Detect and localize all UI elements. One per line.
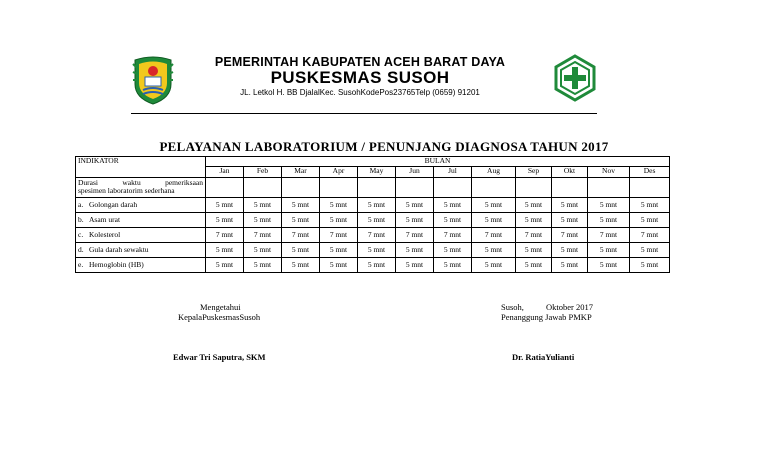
intro-line-2: spesimen laboratorim sederhana bbox=[78, 185, 175, 195]
duration-cell: 7 mnt bbox=[358, 228, 396, 243]
duration-cell: 7 mnt bbox=[552, 228, 588, 243]
duration-cell: 5 mnt bbox=[244, 243, 282, 258]
duration-cell: 5 mnt bbox=[434, 198, 472, 213]
duration-cell: 5 mnt bbox=[434, 243, 472, 258]
duration-cell: 5 mnt bbox=[206, 213, 244, 228]
duration-cell: 5 mnt bbox=[588, 258, 630, 273]
duration-cell: 5 mnt bbox=[358, 243, 396, 258]
intro-line-1: Durasi waktu pemeriksaan bbox=[78, 178, 203, 187]
puskesmas-logo-icon bbox=[552, 54, 598, 102]
month-header: Des bbox=[630, 167, 670, 178]
indicator-cell bbox=[76, 243, 206, 258]
letterhead-divider bbox=[131, 113, 597, 114]
duration-cell: 5 mnt bbox=[472, 243, 516, 258]
duration-cell: 7 mnt bbox=[434, 228, 472, 243]
indicator-letter: a. bbox=[78, 200, 84, 210]
month-group-header: BULAN bbox=[206, 157, 670, 167]
indicator-cell bbox=[76, 198, 206, 213]
duration-cell: 5 mnt bbox=[630, 243, 670, 258]
month-header: Okt bbox=[552, 167, 588, 178]
table-row bbox=[76, 243, 670, 258]
right-sign-line2: Penanggung Jawab PMKP bbox=[501, 312, 592, 322]
indicator-letter: d. bbox=[78, 245, 84, 255]
institution-name: PUSKESMAS SUSOH bbox=[270, 68, 450, 87]
left-sign-line1: Mengetahui bbox=[200, 302, 241, 312]
government-name: PEMERINTAH KABUPATEN ACEH BARAT DAYA bbox=[214, 55, 506, 69]
duration-cell: 5 mnt bbox=[552, 213, 588, 228]
indicator-name: Hemoglobin (HB) bbox=[89, 260, 144, 270]
duration-cell: 5 mnt bbox=[472, 213, 516, 228]
duration-cell: 5 mnt bbox=[320, 213, 358, 228]
regency-seal-icon bbox=[131, 54, 175, 106]
month-header: Sep bbox=[516, 167, 552, 178]
intro-cell bbox=[76, 178, 206, 198]
duration-cell: 5 mnt bbox=[358, 198, 396, 213]
duration-cell: 5 mnt bbox=[206, 198, 244, 213]
indicator-cell bbox=[76, 213, 206, 228]
duration-cell: 7 mnt bbox=[282, 228, 320, 243]
month-header: Feb bbox=[244, 167, 282, 178]
duration-cell: 5 mnt bbox=[282, 258, 320, 273]
duration-cell: 5 mnt bbox=[396, 243, 434, 258]
duration-cell: 5 mnt bbox=[206, 258, 244, 273]
duration-cell: 5 mnt bbox=[282, 213, 320, 228]
duration-cell: 5 mnt bbox=[244, 198, 282, 213]
duration-cell: 5 mnt bbox=[320, 243, 358, 258]
duration-cell: 5 mnt bbox=[472, 198, 516, 213]
duration-cell: 5 mnt bbox=[396, 213, 434, 228]
indicator-name: Golongan darah bbox=[89, 200, 138, 210]
table-header-row bbox=[76, 157, 670, 167]
duration-cell: 5 mnt bbox=[434, 213, 472, 228]
right-sign-date: Oktober 2017 bbox=[546, 302, 593, 312]
duration-cell: 5 mnt bbox=[630, 258, 670, 273]
duration-cell: 5 mnt bbox=[396, 198, 434, 213]
duration-cell: 5 mnt bbox=[552, 243, 588, 258]
duration-cell: 5 mnt bbox=[630, 213, 670, 228]
table-row bbox=[76, 213, 670, 228]
table-row bbox=[76, 198, 670, 213]
duration-cell: 5 mnt bbox=[206, 243, 244, 258]
duration-cell: 7 mnt bbox=[630, 228, 670, 243]
duration-cell: 5 mnt bbox=[516, 258, 552, 273]
lab-service-table bbox=[75, 156, 670, 273]
duration-cell: 5 mnt bbox=[552, 258, 588, 273]
indicator-name: Kolesterol bbox=[89, 230, 121, 240]
indicator-cell bbox=[76, 258, 206, 273]
indicator-header: INDIKATOR bbox=[76, 157, 206, 178]
indicator-letter: e. bbox=[78, 260, 84, 270]
duration-cell: 5 mnt bbox=[244, 213, 282, 228]
month-header: Aug bbox=[472, 167, 516, 178]
duration-cell: 5 mnt bbox=[552, 198, 588, 213]
duration-cell: 5 mnt bbox=[396, 258, 434, 273]
duration-cell: 7 mnt bbox=[320, 228, 358, 243]
indicator-letter: c. bbox=[78, 230, 84, 240]
month-header: Jun bbox=[396, 167, 434, 178]
duration-cell: 5 mnt bbox=[282, 198, 320, 213]
duration-cell: 5 mnt bbox=[320, 198, 358, 213]
duration-cell: 5 mnt bbox=[472, 258, 516, 273]
duration-cell: 7 mnt bbox=[396, 228, 434, 243]
duration-cell: 5 mnt bbox=[588, 198, 630, 213]
duration-cell: 7 mnt bbox=[516, 228, 552, 243]
left-sign-line2: KepalaPuskesmasSusoh bbox=[178, 312, 261, 322]
duration-cell: 5 mnt bbox=[244, 258, 282, 273]
duration-cell: 5 mnt bbox=[588, 243, 630, 258]
left-signatory-name: Edwar Tri Saputra, SKM bbox=[173, 352, 266, 362]
duration-cell: 5 mnt bbox=[516, 213, 552, 228]
indicator-name: Asam urat bbox=[89, 215, 121, 225]
month-header: Mar bbox=[282, 167, 320, 178]
right-signatory-name: Dr. RatiaYulianti bbox=[512, 352, 575, 362]
duration-cell: 5 mnt bbox=[588, 213, 630, 228]
duration-cell: 5 mnt bbox=[516, 243, 552, 258]
duration-cell: 7 mnt bbox=[244, 228, 282, 243]
intro-row bbox=[76, 178, 670, 198]
duration-cell: 7 mnt bbox=[472, 228, 516, 243]
indicator-cell bbox=[76, 228, 206, 243]
month-header: May bbox=[358, 167, 396, 178]
month-header: Jul bbox=[434, 167, 472, 178]
month-header: Apr bbox=[320, 167, 358, 178]
duration-cell: 5 mnt bbox=[516, 198, 552, 213]
table-row bbox=[76, 258, 670, 273]
month-header: Nov bbox=[588, 167, 630, 178]
duration-cell: 5 mnt bbox=[630, 198, 670, 213]
duration-cell: 5 mnt bbox=[320, 258, 358, 273]
institution-address: JL. Letkol H. BB DjalalKec. SusohKodePos23765Telp (0659) 91201 bbox=[240, 88, 480, 97]
duration-cell: 5 mnt bbox=[434, 258, 472, 273]
duration-cell: 7 mnt bbox=[588, 228, 630, 243]
duration-cell: 7 mnt bbox=[206, 228, 244, 243]
month-header: Jan bbox=[206, 167, 244, 178]
duration-cell: 5 mnt bbox=[358, 258, 396, 273]
duration-cell: 5 mnt bbox=[282, 243, 320, 258]
right-sign-place: Susoh, bbox=[501, 302, 524, 312]
table-row bbox=[76, 228, 670, 243]
duration-cell: 5 mnt bbox=[358, 213, 396, 228]
indicator-letter: b. bbox=[78, 215, 84, 225]
indicator-name: Gula darah sewaktu bbox=[89, 245, 149, 255]
document-title: PELAYANAN LABORATORIUM / PENUNJANG DIAGNOSA TAHUN 2017 bbox=[159, 139, 609, 154]
